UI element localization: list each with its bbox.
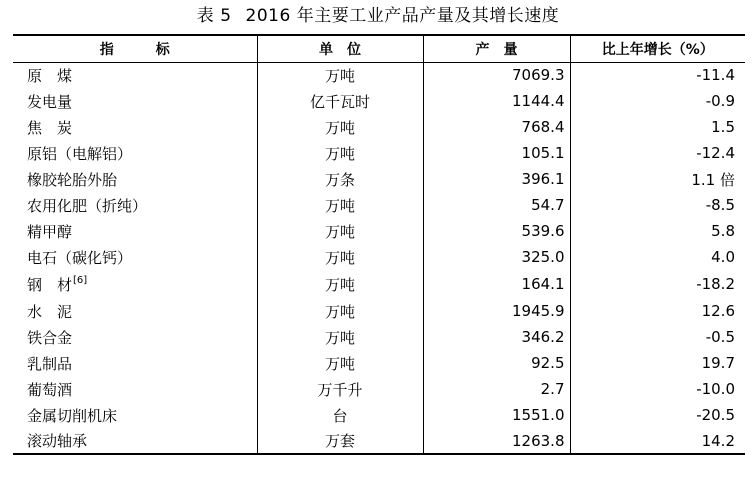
row-output: 1945.9 — [423, 298, 570, 324]
row-name: 精甲醇 — [27, 222, 73, 241]
table-row — [13, 218, 745, 244]
row-unit: 万千升 — [257, 376, 423, 402]
row-growth: 19.7 — [570, 350, 745, 376]
row-growth: 1.5 — [570, 114, 745, 140]
row-name: 乳制品 — [27, 354, 73, 373]
row-name: 金属切削机床 — [27, 406, 118, 425]
table-row — [13, 88, 745, 114]
row-output: 346.2 — [423, 324, 570, 350]
row-name: 钢 材 — [27, 275, 73, 294]
row-unit: 万吨 — [257, 324, 423, 350]
footnote-marker: [6] — [73, 274, 88, 286]
row-output: 7069.3 — [423, 62, 570, 88]
row-growth: -8.5 — [570, 192, 745, 218]
row-output: 105.1 — [423, 140, 570, 166]
table-row — [13, 298, 745, 324]
table-row — [13, 428, 745, 454]
row-output: 92.5 — [423, 350, 570, 376]
row-name: 电石（碳化钙） — [27, 248, 133, 267]
row-growth: -11.4 — [570, 62, 745, 88]
table-row — [13, 192, 745, 218]
row-unit: 万吨 — [257, 244, 423, 270]
row-name: 农用化肥（折纯） — [27, 196, 148, 215]
row-unit: 万吨 — [257, 62, 423, 88]
row-unit: 万套 — [257, 428, 423, 454]
table-header-row — [13, 35, 745, 62]
table-title-text: 2016 年主要工业产品产量及其增长速度 — [245, 6, 560, 26]
header-output: 产 量 — [423, 35, 570, 62]
row-growth: 5.8 — [570, 218, 745, 244]
table-row — [13, 244, 745, 270]
row-name: 铁合金 — [27, 328, 73, 347]
row-growth: 14.2 — [570, 428, 745, 454]
row-name: 滚动轴承 — [13, 428, 257, 454]
table-row — [13, 62, 745, 88]
table-row — [13, 270, 745, 298]
table-row — [13, 166, 745, 192]
row-output: 768.4 — [423, 114, 570, 140]
row-output: 1551.0 — [423, 402, 570, 428]
table-title — [0, 6, 756, 26]
table-row — [13, 140, 745, 166]
row-growth: -18.2 — [570, 270, 745, 298]
row-name: 发电量 — [27, 92, 73, 111]
row-unit: 亿千瓦时 — [257, 88, 423, 114]
row-output: 539.6 — [423, 218, 570, 244]
row-unit: 台 — [257, 402, 423, 428]
row-name: 原 煤 — [27, 66, 73, 85]
row-name: 橡胶轮胎外胎 — [27, 170, 118, 189]
table-number: 表 5 — [196, 6, 232, 26]
table-row — [13, 350, 745, 376]
header-indicator: 指 标 — [13, 35, 257, 62]
industrial-output-table — [13, 34, 745, 455]
row-output: 1144.4 — [423, 88, 570, 114]
row-growth: -0.5 — [570, 324, 745, 350]
row-growth: -10.0 — [570, 376, 745, 402]
row-unit: 万吨 — [257, 114, 423, 140]
row-output: 164.1 — [423, 270, 570, 298]
row-growth: -0.9 — [570, 88, 745, 114]
row-name: 焦 炭 — [27, 118, 73, 137]
row-output: 325.0 — [423, 244, 570, 270]
row-growth: 12.6 — [570, 298, 745, 324]
table-row — [13, 324, 745, 350]
table-row — [13, 402, 745, 428]
row-unit: 万条 — [257, 166, 423, 192]
table-row — [13, 114, 745, 140]
row-unit: 万吨 — [257, 350, 423, 376]
row-unit: 万吨 — [257, 270, 423, 298]
row-output: 54.7 — [423, 192, 570, 218]
row-name-cell — [13, 270, 257, 298]
row-unit: 万吨 — [257, 140, 423, 166]
header-unit: 单 位 — [257, 35, 423, 62]
row-output: 1263.8 — [423, 428, 570, 454]
header-growth: 比上年增长（%） — [570, 35, 745, 62]
row-growth: -20.5 — [570, 402, 745, 428]
row-unit: 万吨 — [257, 218, 423, 244]
row-name: 水 泥 — [27, 302, 73, 321]
table-row — [13, 376, 745, 402]
row-name: 葡萄酒 — [27, 380, 73, 399]
row-output: 2.7 — [423, 376, 570, 402]
row-output: 396.1 — [423, 166, 570, 192]
row-name: 原铝（电解铝） — [27, 144, 133, 163]
row-growth: 4.0 — [570, 244, 745, 270]
row-growth: -12.4 — [570, 140, 745, 166]
row-unit: 万吨 — [257, 298, 423, 324]
row-unit: 万吨 — [257, 192, 423, 218]
row-growth: 1.1 倍 — [570, 166, 745, 192]
